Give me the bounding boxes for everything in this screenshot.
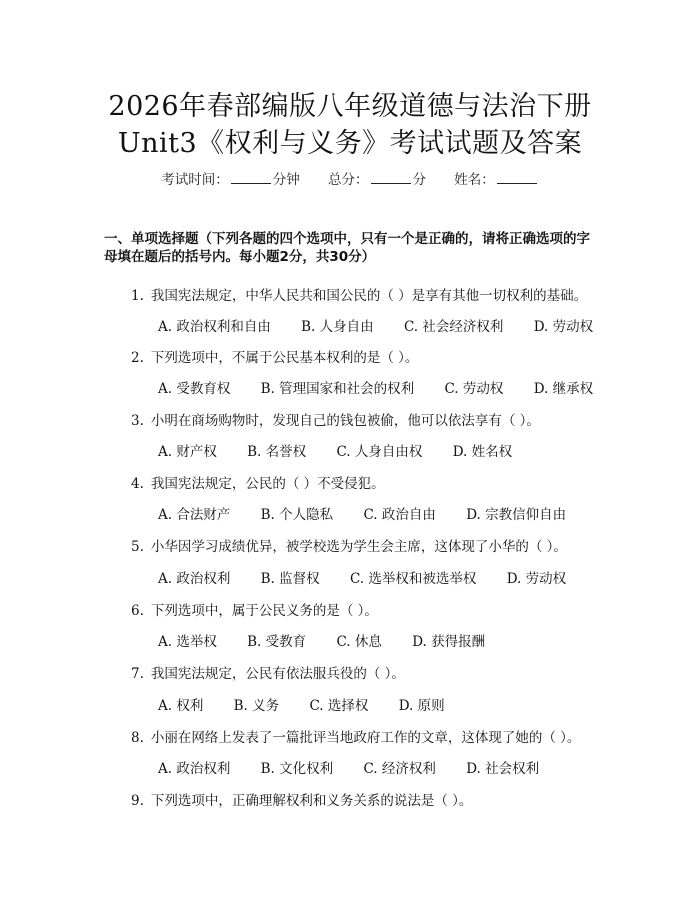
exam-time-field xyxy=(161,172,304,188)
option-b[interactable]: B. 义务 xyxy=(233,698,280,714)
option-a[interactable]: A. 权利 xyxy=(158,698,204,714)
option-d[interactable]: D. 劳动权 xyxy=(533,319,594,335)
option-a[interactable]: A. 政治权利 xyxy=(158,761,231,777)
option-a[interactable]: A. 选举权 xyxy=(158,634,217,650)
option-d[interactable]: D. 继承权 xyxy=(533,381,594,397)
total-score-field xyxy=(328,172,430,188)
question-number: 7. xyxy=(131,666,144,682)
question-text: 下列选项中，属于公民义务的是（ ）。 xyxy=(150,603,378,619)
exam-title-line-2: Unit3《权利与义务》考试试题及答案 xyxy=(117,128,583,159)
exam-time-blank[interactable] xyxy=(231,172,271,184)
option-c[interactable]: C. 政治自由 xyxy=(363,507,436,523)
name-blank[interactable] xyxy=(497,172,537,184)
question-number: 8. xyxy=(131,730,144,746)
question-4-options xyxy=(158,503,566,523)
total-score-unit: 分 xyxy=(412,172,426,188)
question-number: 1. xyxy=(131,288,144,304)
option-b[interactable]: B. 受教育 xyxy=(247,634,307,650)
option-a[interactable]: A. 政治权利和自由 xyxy=(158,319,271,335)
question-5 xyxy=(131,535,567,555)
option-b[interactable]: B. 个人隐私 xyxy=(260,507,334,523)
option-b[interactable]: B. 监督权 xyxy=(260,571,320,587)
option-c[interactable]: C. 劳动权 xyxy=(444,381,504,397)
question-8-options xyxy=(158,757,539,777)
exam-time-unit: 分钟 xyxy=(272,172,300,188)
exam-meta-row xyxy=(0,168,700,188)
option-b[interactable]: B. 管理国家和社会的权利 xyxy=(260,381,415,397)
option-d[interactable]: D. 原则 xyxy=(398,698,445,714)
question-text: 小华因学习成绩优异，被学校选为学生会主席，这体现了小华的（ ）。 xyxy=(150,539,567,555)
option-a[interactable]: A. 财产权 xyxy=(158,444,217,460)
option-a[interactable]: A. 合法财产 xyxy=(158,507,231,523)
question-3-options xyxy=(158,440,512,460)
question-text: 小丽在网络上发表了一篇批评当地政府工作的文章，这体现了她的（ ）。 xyxy=(150,730,581,746)
option-d[interactable]: D. 社会权利 xyxy=(466,761,540,777)
option-c[interactable]: C. 经济权利 xyxy=(363,761,436,777)
question-9 xyxy=(131,789,472,809)
question-number: 2. xyxy=(131,350,144,366)
question-text: 我国宪法规定，公民有依法服兵役的（ ）。 xyxy=(150,666,405,682)
option-a[interactable]: A. 政治权利 xyxy=(158,571,231,587)
question-8 xyxy=(131,726,580,746)
question-1 xyxy=(131,284,587,304)
option-b[interactable]: B. 人身自由 xyxy=(301,319,374,335)
option-c[interactable]: C. 休息 xyxy=(336,634,382,650)
question-text: 小明在商场购物时，发现自己的钱包被偷，他可以依法享有（ ）。 xyxy=(150,413,540,429)
question-text: 下列选项中，不属于公民基本权利的是（ ）。 xyxy=(150,350,419,366)
total-score-label: 总分： xyxy=(328,172,369,188)
option-a[interactable]: A. 受教育权 xyxy=(158,381,231,397)
option-c[interactable]: C. 社会经济权利 xyxy=(403,319,504,335)
option-d[interactable]: D. 宗教信仰自由 xyxy=(466,507,567,523)
option-b[interactable]: B. 文化权利 xyxy=(260,761,334,777)
option-d[interactable]: D. 姓名权 xyxy=(452,444,513,460)
question-number: 4. xyxy=(131,476,144,492)
question-2-options xyxy=(158,377,593,397)
name-label: 姓名： xyxy=(454,172,495,188)
question-7 xyxy=(131,662,405,682)
question-2 xyxy=(131,346,418,366)
question-number: 6. xyxy=(131,603,144,619)
question-text: 我国宪法规定，公民的（ ）不受侵犯。 xyxy=(150,476,385,492)
question-7-options xyxy=(158,694,445,714)
option-c[interactable]: C. 选举权和被选举权 xyxy=(349,571,477,587)
option-d[interactable]: D. 获得报酬 xyxy=(412,634,486,650)
question-1-options xyxy=(158,315,593,335)
total-score-blank[interactable] xyxy=(371,172,411,184)
option-b[interactable]: B. 名誉权 xyxy=(247,444,307,460)
question-4 xyxy=(131,472,385,492)
question-text: 我国宪法规定，中华人民共和国公民的（ ）是享有其他一切权利的基础。 xyxy=(150,288,588,304)
question-5-options xyxy=(158,567,566,587)
question-number: 9. xyxy=(131,793,144,809)
question-6 xyxy=(131,599,378,619)
question-6-options xyxy=(158,630,485,650)
question-number: 5. xyxy=(131,539,144,555)
exam-title-line-1: 2026年春部编版八年级道德与法治下册 xyxy=(108,91,592,122)
question-3 xyxy=(131,409,540,429)
option-c[interactable]: C. 人身自由权 xyxy=(336,444,423,460)
section-heading: 一、单项选择题（下列各题的四个选项中，只有一个是正确的，请将正确选项的字母填在题后的括号内。每小题2分，共30分） xyxy=(104,231,590,265)
option-c[interactable]: C. 选择权 xyxy=(309,698,369,714)
exam-time-label: 考试时间： xyxy=(161,172,229,188)
question-text: 下列选项中，正确理解权利和义务关系的说法是（ ）。 xyxy=(150,793,473,809)
name-field xyxy=(454,172,539,188)
option-d[interactable]: D. 劳动权 xyxy=(506,571,567,587)
question-number: 3. xyxy=(131,413,144,429)
